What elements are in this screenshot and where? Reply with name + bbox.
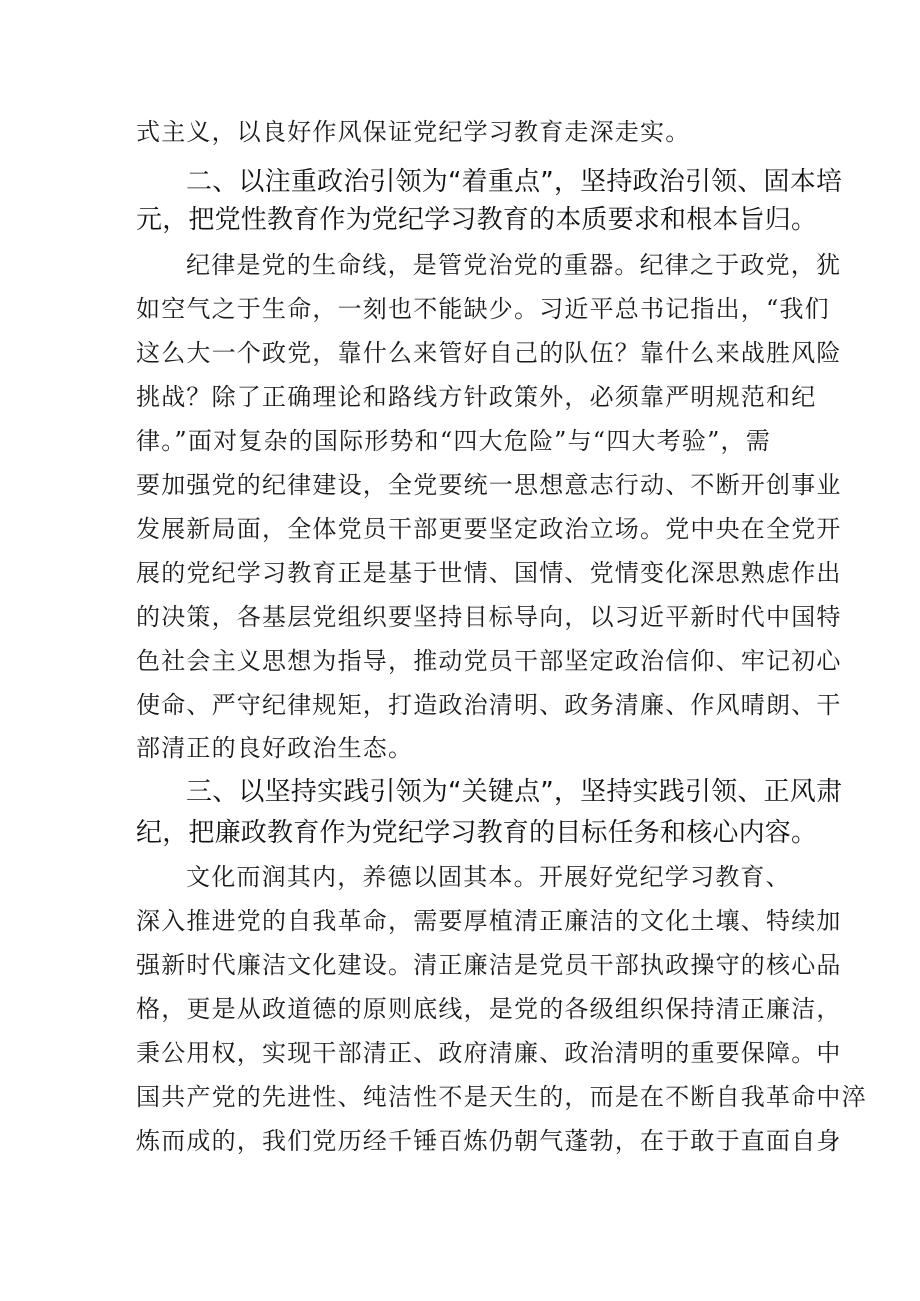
paragraph-line: 国共产党的先进性、纯洁性不是天生的，而是在不断自我革命中淬 (136, 1083, 867, 1111)
paragraph-line: 文化而润其内，养德以固其本。开展好党纪学习教育、 (186, 863, 791, 891)
paragraph-line: 炼而成的，我们党历经千锤百炼仍朝气蓬勃，在于敢于直面自身 (136, 1127, 842, 1155)
paragraph-line: 格，更是从政道德的原则底线，是党的各级组织保持清正廉洁， (136, 995, 842, 1023)
paragraph-line: 发展新局面，全体党员干部更要坚定政治立场。党中央在全党开 (136, 515, 842, 543)
paragraph-line: 使命、严守纪律规矩，打造政治清明、政务清廉、作风晴朗、干 (136, 691, 842, 719)
paragraph-line: 如空气之于生命，一刻也不能缺少。习近平总书记指出，“我们 (136, 295, 830, 323)
paragraph-line: 律。”面对复杂的国际形势和“四大危险”与“四大考验”，需 (136, 427, 771, 455)
paragraph-line: 挑战？除了正确理论和路线方针政策外，必须靠严明规范和纪 (136, 383, 817, 411)
paragraph-line: 强新时代廉洁文化建设。清正廉洁是党员干部执政操守的核心品 (136, 951, 842, 979)
section-heading-line: 三、以坚持实践引领为“关键点”，坚持实践引领、正风肃 (186, 777, 843, 807)
paragraph-line: 要加强党的纪律建设，全党要统一思想意志行动、不断开创事业 (136, 471, 842, 499)
section-heading-line: 元，把党性教育作为党纪学习教育的本质要求和根本旨归。 (136, 205, 818, 235)
paragraph-line: 式主义，以良好作风保证党纪学习教育走深走实。 (136, 118, 691, 146)
paragraph-line: 秉公用权，实现干部清正、政府清廉、政治清明的重要保障。中 (136, 1039, 842, 1067)
paragraph-line: 这么大一个政党，靠什么来管好自己的队伍？靠什么来战胜风险 (136, 339, 842, 367)
paragraph-line: 色社会主义思想为指导，推动党员干部坚定政治信仰、牢记初心 (136, 647, 842, 675)
section-heading-line: 二、以注重政治引领为“着重点”，坚持政治引领、固本培 (186, 167, 843, 197)
paragraph-line: 的决策，各基层党组织要坚持目标导向，以习近平新时代中国特 (136, 603, 842, 631)
paragraph-line: 深入推进党的自我革命，需要厚植清正廉洁的文化土壤、特续加 (136, 907, 842, 935)
section-heading-line: 纪，把廉政教育作为党纪学习教育的目标任务和核心内容。 (136, 818, 818, 848)
paragraph-line: 展的党纪学习教育正是基于世情、国情、党情变化深思熟虑作出 (136, 559, 842, 587)
paragraph-line: 部清正的良好政治生态。 (136, 734, 414, 762)
paragraph-line: 纪律是党的生命线，是管党治党的重器。纪律之于政党，犹 (186, 251, 842, 279)
